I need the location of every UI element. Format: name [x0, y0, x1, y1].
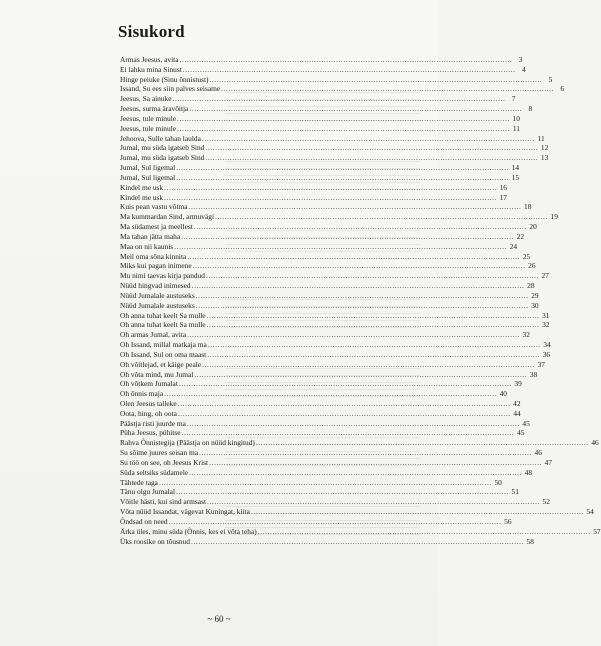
- toc-entry: [120, 281, 535, 291]
- toc-entry-page: 31: [542, 310, 550, 320]
- toc-entry-page: 20: [529, 222, 537, 232]
- toc-entry-page: 54: [586, 507, 594, 517]
- page-title: Sisukord: [118, 22, 185, 41]
- dot-leader: [177, 124, 510, 134]
- toc-entry: [120, 290, 539, 301]
- toc-entry-page: 24: [509, 241, 518, 251]
- dot-leader: [207, 350, 540, 360]
- toc-entry-title: Kindel me usk: [120, 182, 164, 192]
- toc-entry-title: Jehoova, Sulle tahan laulda: [120, 133, 201, 143]
- dot-leader: [209, 75, 542, 85]
- toc-entry-page: 29: [531, 290, 539, 300]
- toc-entry: [120, 133, 545, 144]
- dot-leader: [202, 360, 535, 370]
- toc-entry-title: Jumal, mu süda igatseb Sind: [120, 153, 205, 163]
- toc-entry-title: Ma kummardan Sind, armuvägi: [120, 212, 215, 222]
- toc-entry-page: 52: [542, 497, 550, 507]
- toc-entry-title: Oh anna tuhat keelt Sa mulle: [120, 320, 206, 330]
- toc-entry-page: 11: [512, 123, 520, 133]
- toc-entry-title: Üks roosike on tõusnud: [120, 536, 191, 546]
- toc-entry-title: Issand, Su ees siin palves seisame: [120, 84, 221, 94]
- toc-entry-title: Õndsad on need: [120, 516, 168, 526]
- toc-entry: [120, 507, 594, 517]
- toc-entry-title: Jumal, mu süda igatseb Sind: [120, 143, 205, 153]
- page-number: ~ 60 ~: [207, 614, 231, 624]
- toc-entry-page: 6: [560, 84, 565, 94]
- toc-entry: [120, 349, 551, 360]
- table-of-contents: [120, 55, 601, 546]
- dot-leader: [178, 409, 511, 419]
- toc-entry-page: 48: [524, 467, 533, 477]
- toc-entry-page: 26: [528, 261, 536, 271]
- toc-entry-page: 56: [504, 516, 512, 526]
- dot-leader: [199, 448, 532, 458]
- toc-entry-title: Oh võitlejad, et käige peale: [120, 359, 202, 369]
- toc-entry: [120, 457, 552, 468]
- toc-entry-title: Ärka üles, minu süda (Õnnis, kes ei võta teha): [120, 526, 257, 536]
- toc-entry-page: 17: [499, 192, 507, 202]
- toc-entry: [120, 389, 507, 399]
- toc-entry: [120, 172, 520, 183]
- dot-leader: [176, 487, 509, 497]
- toc-entry-title: Jeesus, Sa ainuke: [120, 94, 172, 104]
- toc-entry: [120, 379, 522, 389]
- toc-entry: [120, 202, 532, 212]
- dot-leader: [221, 84, 554, 94]
- toc-entry-title: Ma tahan jätta maha: [120, 231, 181, 241]
- dot-leader: [207, 320, 540, 330]
- toc-entry: [120, 143, 549, 153]
- toc-entry-title: Miks kui pagan inimene: [120, 261, 192, 271]
- toc-entry: [120, 113, 520, 124]
- toc-entry: [120, 153, 549, 163]
- toc-entry-title: Oh anna tuhat keelt Sa mulle: [120, 310, 206, 320]
- toc-entry: [120, 408, 521, 419]
- toc-entry-page: 40: [499, 389, 507, 399]
- toc-entry-page: 50: [494, 477, 502, 487]
- toc-entry-title: Hinge peiuke (Sinu õnnistust): [120, 74, 209, 84]
- toc-entry-page: 4: [521, 64, 526, 74]
- dot-leader: [177, 114, 510, 124]
- dot-leader: [164, 183, 497, 193]
- toc-entry-title: Jeesus, tule minule: [120, 123, 177, 133]
- toc-entry-page: 12: [540, 143, 549, 153]
- toc-entry: [120, 310, 550, 321]
- toc-entry-page: 45: [522, 418, 530, 428]
- toc-entry-title: Armas Jeesus, avita: [120, 55, 179, 64]
- toc-entry: [120, 104, 533, 114]
- dot-leader: [181, 232, 514, 242]
- toc-entry-page: 34: [543, 340, 551, 350]
- toc-entry-title: Oh õnnis maja: [120, 389, 164, 399]
- dot-leader: [176, 173, 509, 183]
- toc-entry-title: Ei lahku mina Sinust: [120, 64, 182, 74]
- toc-entry-page: 38: [529, 369, 538, 379]
- dot-leader: [189, 468, 522, 478]
- dot-leader: [180, 55, 513, 65]
- toc-entry-title: Jumal, Sul ligemal: [120, 172, 176, 182]
- toc-entry-title: Kuis pean vastu võtma: [120, 202, 188, 212]
- toc-entry: [120, 212, 558, 222]
- toc-entry-title: Võitle hästi, kui sind armsast: [120, 497, 207, 507]
- toc-entry-page: 8: [528, 104, 533, 114]
- toc-entry: [120, 222, 537, 232]
- dot-leader: [193, 261, 526, 271]
- dot-leader: [173, 94, 506, 104]
- toc-entry-page: 58: [526, 536, 534, 546]
- dot-leader: [187, 252, 520, 262]
- dot-leader: [164, 193, 497, 203]
- toc-entry: [120, 64, 526, 75]
- dot-leader: [169, 517, 502, 527]
- toc-entry-page: 42: [513, 398, 521, 408]
- toc-entry: [120, 300, 539, 311]
- toc-entry: [120, 418, 530, 429]
- dot-leader: [187, 419, 520, 429]
- toc-entry: [120, 428, 525, 438]
- dot-leader: [178, 399, 511, 409]
- dot-leader: [176, 163, 509, 173]
- dot-leader: [205, 153, 538, 163]
- toc-entry-title: Jeesus, surma äravõitja: [120, 104, 189, 114]
- toc-entry-page: 37: [537, 359, 545, 369]
- toc-entry: [120, 536, 534, 547]
- toc-entry-page: 32: [542, 320, 550, 330]
- dot-leader: [207, 311, 540, 321]
- toc-entry-page: 15: [511, 172, 520, 182]
- toc-entry: [120, 261, 536, 271]
- dot-leader: [183, 65, 516, 75]
- toc-entry: [120, 477, 502, 488]
- toc-entry: [120, 55, 523, 65]
- toc-entry-page: 10: [512, 113, 520, 123]
- dot-leader: [191, 537, 524, 547]
- dot-leader: [187, 330, 520, 340]
- toc-entry-title: Oh võta mind, mu Jumal: [120, 369, 194, 379]
- toc-entry: [120, 340, 551, 350]
- dot-leader: [208, 340, 541, 350]
- toc-entry-page: 51: [511, 487, 519, 497]
- dot-leader: [174, 242, 507, 252]
- toc-entry-page: 57: [593, 526, 601, 536]
- toc-entry-page: 36: [542, 349, 551, 359]
- dot-leader: [207, 497, 540, 507]
- toc-entry-title: Oota, hing, oh oota: [120, 408, 177, 418]
- toc-entry: [120, 251, 531, 262]
- toc-entry-page: 39: [514, 379, 522, 389]
- toc-entry-page: 13: [540, 153, 549, 163]
- toc-entry-title: Kindel me usk: [120, 192, 164, 202]
- dot-leader: [206, 271, 539, 281]
- toc-entry: [120, 94, 516, 104]
- toc-entry: [120, 526, 601, 537]
- dot-leader: [202, 134, 535, 144]
- toc-entry: [120, 487, 519, 497]
- dot-leader: [196, 301, 529, 311]
- toc-entry-title: Mu nimi taevas kirja pandud: [120, 271, 205, 281]
- toc-entry-title: Süda seltsiks südamele: [120, 467, 189, 477]
- dot-leader: [209, 458, 542, 468]
- toc-entry-title: Meil oma sõna kinnita: [120, 251, 187, 261]
- toc-entry-page: 47: [544, 457, 552, 467]
- dot-leader: [194, 222, 527, 232]
- dot-leader: [189, 104, 522, 114]
- toc-entry-title: Jumal, Sul ligemal: [120, 163, 176, 173]
- toc-entry-title: Nüüd Jumalale austuseks: [120, 300, 195, 310]
- toc-entry-page: 25: [522, 251, 531, 261]
- dot-leader: [189, 202, 522, 212]
- toc-entry-page: 11: [537, 133, 545, 143]
- toc-entry-title: Tähtede taga: [120, 477, 158, 487]
- toc-entry: [120, 369, 538, 380]
- dot-leader: [164, 389, 497, 399]
- toc-entry: [120, 448, 542, 458]
- toc-entry: [120, 231, 525, 242]
- toc-entry: [120, 516, 512, 527]
- toc-entry-title: Oh võtkem Jumalat: [120, 379, 178, 389]
- toc-entry-page: 44: [513, 408, 521, 418]
- dot-leader: [215, 212, 548, 222]
- toc-entry-title: Nüüd hingvad inimesed: [120, 281, 191, 291]
- toc-entry-page: 45: [517, 428, 525, 438]
- dot-leader: [205, 143, 538, 153]
- toc-entry-title: Rahva Õnnistegija (Päästja on nüüd kingitud): [120, 438, 255, 448]
- toc-entry-title: Päästja risti juurde ma: [120, 418, 186, 428]
- toc-entry: [120, 84, 565, 94]
- toc-entry-page: 3: [518, 55, 523, 64]
- toc-entry-title: Nüüd Jumalale austuseks: [120, 290, 195, 300]
- toc-entry-page: 28: [527, 281, 535, 291]
- toc-entry-page: 18: [524, 202, 532, 212]
- toc-entry-title: Ma südamest ja meellest: [120, 222, 193, 232]
- toc-entry: [120, 271, 549, 281]
- toc-entry-title: Võta nüüd Issandat, vägevat Kuningat, kiita: [120, 507, 250, 517]
- toc-entry: [120, 438, 599, 448]
- dot-leader: [194, 370, 527, 380]
- toc-entry: [120, 320, 550, 330]
- toc-entry-title: Oh armas Jumal, avita: [120, 330, 187, 340]
- toc-entry-page: 7: [511, 94, 516, 104]
- dot-leader: [179, 379, 512, 389]
- toc-entry-title: Oh Issand, millal matkaja ma: [120, 340, 207, 350]
- dot-leader: [192, 281, 525, 291]
- toc-entry: [120, 467, 533, 478]
- dot-leader: [258, 527, 591, 537]
- toc-entry-page: 16: [499, 182, 507, 192]
- toc-entry-title: Olen Jeesus talleke: [120, 398, 177, 408]
- toc-entry-title: Oh Issand, Sul on oma maast: [120, 349, 207, 359]
- toc-entry: [120, 192, 507, 203]
- dot-leader: [251, 507, 584, 517]
- toc-entry-title: Püha Jeesus, pühitse: [120, 428, 181, 438]
- toc-entry-title: Su töö on see, oh Jeesus Krist: [120, 457, 209, 467]
- dot-leader: [256, 438, 589, 448]
- toc-entry-page: 46: [591, 438, 599, 448]
- toc-entry-title: Su sõime juures seisan ma: [120, 448, 199, 458]
- dot-leader: [182, 428, 515, 438]
- toc-entry-title: Jeesus, tule minule: [120, 113, 177, 123]
- toc-entry-page: 27: [541, 271, 549, 281]
- toc-entry-page: 32: [522, 330, 530, 340]
- toc-entry-title: Tänu olgu Jumalal: [120, 487, 176, 497]
- dot-leader: [159, 478, 492, 488]
- toc-entry-page: 19: [550, 212, 558, 222]
- toc-entry: [120, 497, 550, 507]
- toc-entry-page: 30: [531, 300, 539, 310]
- toc-entry: [120, 241, 518, 252]
- toc-entry: [120, 330, 530, 340]
- toc-entry-page: 5: [548, 74, 553, 84]
- toc-entry: [120, 74, 553, 85]
- toc-entry-page: 14: [511, 163, 520, 173]
- toc-entry: [120, 182, 507, 193]
- dot-leader: [196, 291, 529, 301]
- toc-entry: [120, 398, 521, 409]
- toc-entry-page: 46: [534, 448, 542, 458]
- toc-entry-title: Maa on nii kaunis: [120, 241, 174, 251]
- toc-entry-page: 22: [516, 231, 525, 241]
- toc-entry: [120, 163, 520, 173]
- toc-entry: [120, 123, 520, 134]
- toc-entry: [120, 359, 545, 370]
